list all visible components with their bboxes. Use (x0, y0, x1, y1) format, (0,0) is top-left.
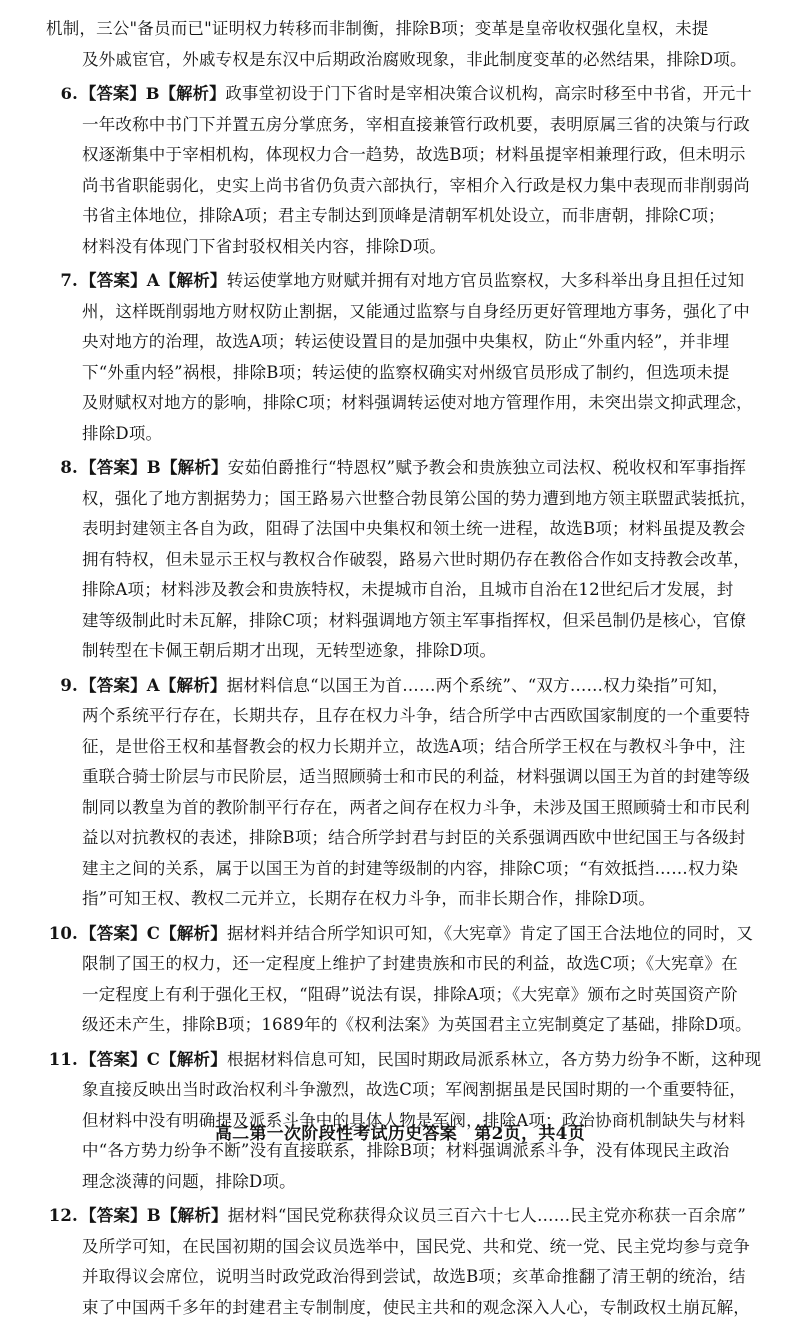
answer-text: 根据材料信息可知，民国时期政局派系林立，各方势力纷争不断，这种现 (227, 1050, 761, 1069)
answer-line: 征，是世俗王权和基督教会的权力长期并立，故选A项；结合所学王权在与教权斗争中，注 (46, 732, 760, 763)
intro-continuation (46, 14, 760, 75)
question-number: 8. (46, 453, 78, 484)
answer-text: 据材料“国民党称获得众议员三百六十七人……民主党亦称获一百余席” (228, 1206, 746, 1225)
answer-item (46, 266, 760, 449)
question-number: 6. (46, 79, 78, 110)
answer-first-line (46, 453, 760, 484)
answer-line: 但材料中没有明确提及派系斗争中的具体人物是军阀，排除A项；政治协商机制缺失与材料 (46, 1106, 760, 1137)
answer-tag: 【答案】B【解析】 (80, 1206, 228, 1225)
answer-line: 束了中国两千多年的封建君主专制制度，使民主共和的观念深入人心，专制政权土崩瓦解， (46, 1293, 760, 1323)
answer-line: 建等级制此时未瓦解，排除C项；材料强调地方领主军事指挥权，但采邑制仍是核心，官僚 (46, 606, 760, 637)
answer-line: 书省主体地位，排除A项；君主专制达到顶峰是清朝军机处设立，而非唐朝，排除C项； (46, 201, 760, 232)
answer-line: 象直接反映出当时政治权利斗争激烈，故选C项；军阀割据虽是民国时期的一个重要特征， (46, 1075, 760, 1106)
question-number: 11. (46, 1045, 78, 1076)
answer-first-line (46, 919, 760, 950)
answer-line: 制同以教皇为首的教阶制平行存在，两者之间存在权力斗争，未涉及国王照顾骑士和市民利 (46, 793, 760, 824)
answer-line: 权，强化了地方割据势力；国王路易六世整合勃艮第公国的势力遭到地方领主联盟武装抵抗， (46, 484, 760, 515)
answer-first-line (46, 671, 760, 702)
answer-line: 排除D项。 (46, 419, 760, 450)
answer-line: 中“各方势力纷争不断”没有直接联系，排除B项；材料强调派系斗争，没有体现民主政治 (46, 1136, 760, 1167)
answer-text: 据材料信息“以国王为首……两个系统”、“双方……权力染指”可知， (227, 676, 729, 695)
answer-first-line (46, 266, 760, 297)
answer-item (46, 671, 760, 915)
answer-line: 权逐渐集中于宰相机构，体现权力合一趋势，故选B项；材料虽提宰相兼理行政，但未明示 (46, 140, 760, 171)
answer-line: 表明封建领主各自为政，阻碍了法国中央集权和领土统一进程，故选B项；材料虽提及教会 (46, 514, 760, 545)
answer-line: 一年改称中书门下并置五房分掌庶务，宰相直接兼管行政机要，表明原属三省的决策与行政 (46, 110, 760, 141)
answer-line: 拥有特权，但未显示王权与教权合作破裂，路易六世时期仍存在教俗合作如支持教会改革， (46, 545, 760, 576)
answer-line: 一定程度上有利于强化王权，“阻碍”说法有误，排除A项；《大宪章》颁布之时英国资产阶 (46, 980, 760, 1011)
answer-line: 材料没有体现门下省封驳权相关内容，排除D项。 (46, 232, 760, 263)
answer-item (46, 919, 760, 1041)
answer-line: 重联合骑士阶层与市民阶层，适当照顾骑士和市民的利益，材料强调以国王为首的封建等级 (46, 762, 760, 793)
answer-tag: 【答案】A【解析】 (80, 271, 227, 290)
answer-line: 并取得议会席位，说明当时政党政治得到尝试，故选B项；亥革命推翻了清王朝的统治，结 (46, 1262, 760, 1293)
answer-text: 转运使掌地方财赋并拥有对地方官员监察权，大多科举出身且担任过知 (227, 271, 745, 290)
answer-item (46, 79, 760, 262)
answer-line: 建主之间的关系，属于以国王为首的封建等级制的内容，排除C项；“有效抵挡……权力染 (46, 854, 760, 885)
answer-line: 下“外重内轻”祸根，排除B项；转运使的监察权确实对州级官员形成了制约，但选项未提 (46, 358, 760, 389)
answer-tag: 【答案】A【解析】 (80, 676, 227, 695)
answer-line: 益以对抗教权的表述，排除B项；结合所学封君与封臣的关系强调西欧中世纪国王与各级封 (46, 823, 760, 854)
answer-text: 据材料并结合所学知识可知，《大宪章》肯定了国王合法地位的同时，又 (227, 924, 753, 943)
answer-line: 级还未产生，排除B项；1689年的《权利法案》为英国君主立宪制奠定了基础，排除D项。 (46, 1010, 760, 1041)
question-number: 7. (46, 266, 78, 297)
answer-line: 两个系统平行存在，长期共存，且存在权力斗争，结合所学中古西欧国家制度的一个重要特 (46, 701, 760, 732)
answer-line: 及财赋权对地方的影响，排除C项；材料强调转运使对地方管理作用，未突出崇文抑武理念， (46, 388, 760, 419)
answer-text: 安茹伯爵推行“特恩权”赋予教会和贵族独立司法权、税收权和军事指挥 (228, 458, 746, 477)
answer-line: 指”可知王权、教权二元并立，长期存在权力斗争，而非长期合作，排除D项。 (46, 884, 760, 915)
answer-first-line (46, 79, 760, 110)
answer-first-line (46, 1045, 760, 1076)
page-footer: 高二第一次阶段性考试历史答案 第2页，共4页 (0, 1119, 800, 1144)
intro-line: 机制，三公"备员而已"证明权力转移而非制衡，排除B项；变革是皇帝收权强化皇权，未提 (46, 14, 760, 45)
question-number: 12. (46, 1201, 78, 1232)
answer-line: 制转型在卡佩王朝后期才出现，无转型迹象，排除D项。 (46, 636, 760, 667)
question-number: 10. (46, 919, 78, 950)
answer-tag: 【答案】C【解析】 (80, 924, 227, 943)
answer-line: 及所学可知，在民国初期的国会议员选举中，国民党、共和党、统一党、民主党均参与竞争 (46, 1232, 760, 1263)
answer-line: 限制了国王的权力，还一定程度上维护了封建贵族和市民的利益，故选C项；《大宪章》在 (46, 949, 760, 980)
answer-line: 央对地方的治理，故选A项；转运使设置目的是加强中央集权，防止“外重内轻”，并非埋 (46, 327, 760, 358)
answer-line: 理念淡薄的问题，排除D项。 (46, 1167, 760, 1198)
answer-line: 排除A项；材料涉及教会和贵族特权，未提城市自治，且城市自治在12世纪后才发展，封 (46, 575, 760, 606)
answer-first-line (46, 1201, 760, 1232)
question-number: 9. (46, 671, 78, 702)
answer-text: 政事堂初设于门下省时是宰相决策合议机构，高宗时移至中书省，开元十 (226, 84, 752, 103)
answer-tag: 【答案】C【解析】 (80, 1050, 227, 1069)
answer-line: 州，这样既削弱地方财权防止割据，又能通过监察与自身经历更好管理地方事务，强化了中 (46, 297, 760, 328)
intro-line: 及外戚宦官，外戚专权是东汉中后期政治腐败现象，非此制度变革的必然结果，排除D项。 (46, 45, 760, 76)
answer-tag: 【答案】B【解析】 (80, 84, 226, 103)
answer-item (46, 1201, 760, 1323)
answer-item (46, 453, 760, 667)
answer-tag: 【答案】B【解析】 (80, 458, 228, 477)
answer-line: 尚书省职能弱化，史实上尚书省仍负责六部执行，宰相介入行政是权力集中表现而非削弱尚 (46, 171, 760, 202)
